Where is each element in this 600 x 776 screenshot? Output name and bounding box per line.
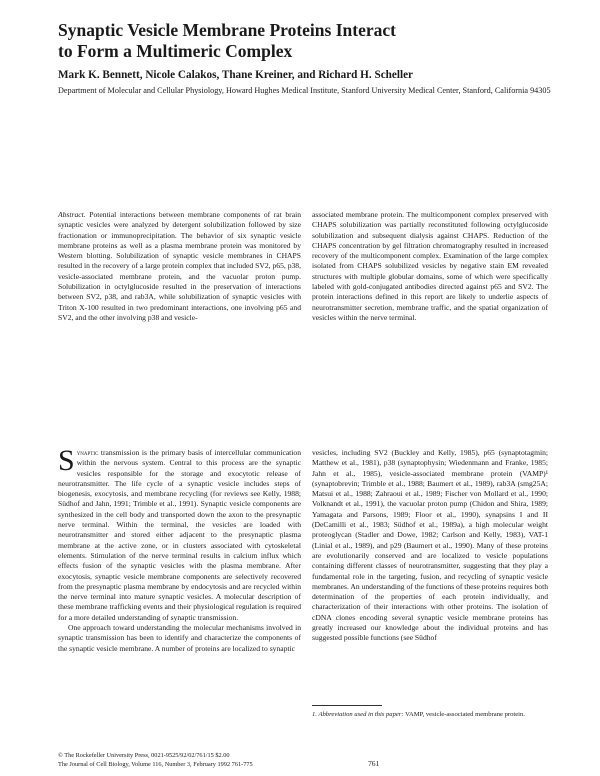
intro-paragraph-1 [58, 444, 301, 623]
title-line-2: to Form a Multimeric Complex [58, 41, 293, 61]
journal-citation: The Journal of Cell Biology, Volume 116, Number 3, February 1992 761-775 [58, 761, 253, 768]
abstract-right-column [312, 210, 548, 323]
copyright-line: © The Rockefeller University Press, 0021-9525/92/02/761/15 $2.00 [58, 752, 230, 759]
abstract-left-column [58, 210, 301, 323]
article-title [58, 20, 498, 62]
intro-paragraph-1-text: transmission is the primary basis of intercellular communication within the nervous system. Central to this process are the synaptic vesicles responsible for the storage and exocytotic release of neurotransmitter. The life cycle of a synaptic vesicle includes steps of biogenesis, exocytosis, and membrane recycling (for reviews see Kelly, 1988; Südhof and Jahn, 1991; Trimble et al., 1991). Synaptic vesicle components are synthesized in the cell body and transported down the axon to the presynaptic nerve terminal. Within the terminal, the vesicles are loaded with neurotransmitter and stored either adjacent to the presynaptic plasma membrane at the active zone, or in clusters associated with cytoskeletal elements. Stimulation of the nerve terminal results in calcium influx which effects fusion of the synaptic vesicles with the plasma membrane. After exocytosis, synaptic vesicle membrane components are selectively recovered from the presynaptic plasma membrane by endocytosis and are recycled within the nerve terminal into mature synaptic vesicles. A molecular description of these membrane trafficking events and their physiological regulation is required for a more detailed understanding of synaptic transmission. [58, 448, 301, 622]
intro-kicker: ynaptic [76, 448, 99, 457]
drop-cap: S [58, 444, 75, 477]
title-line-1: Synaptic Vesicle Membrane Proteins Interact [58, 20, 396, 40]
author-list: Mark K. Bennett, Nicole Calakos, Thane Kreiner, and Richard H. Scheller [58, 69, 413, 81]
page-number: 761 [368, 759, 380, 768]
abstract-text-left: Potential interactions between membrane components of rat brain synaptic vesicles were analyzed by detergent solubilization followed by size fractionation or immunoprecipitation. The behavior of six synaptic vesicle membrane proteins as well as a plasma membrane protein was monitored by Western blotting. Solubilization of synaptic vesicle membranes in CHAPS resulted in the recovery of a large protein complex that included SV2, p65, p38, vesicle-associated membrane protein, and the vacuolar proton pump. Solubilization in octylglucoside resulted in the preservation of interactions between SV2, p38, and rab3A, while solubilization of synaptic vesicles with Triton X-100 resulted in two predominant interactions, one involving p65 and SV2, and the other involving p38 and vesicle- [58, 210, 301, 322]
footnote-text: VAMP, vesicle-associated membrane protein. [405, 711, 525, 718]
intro-paragraph-2: One approach toward understanding the molecular mechanisms involved in synaptic transmission has been to identify and characterize the components of the synaptic vesicle membrane. A number of proteins are localized to synaptic [58, 623, 301, 653]
affiliation: Department of Molecular and Cellular Physiology, Howard Hughes Medical Institute, Stanford University Medical Center, Stanford, California 94305 [58, 86, 551, 95]
body-right-column [312, 448, 548, 644]
footnote-divider [312, 705, 382, 706]
footnote-label: 1. Abbreviation used in this paper: [312, 711, 404, 718]
body-left-column [58, 444, 301, 654]
abstract-text-right: associated membrane protein. The multicomponent complex preserved with CHAPS solubilization was partially reconstituted following octylglucoside solubilization and subsequent dialysis against CHAPS. Reduction of the CHAPS concentration by gel filtration chromatography resulted in increased recovery of the multicomponent complex. Examination of the large complex isolated from CHAPS solubilized vesicles by negative stain EM revealed structures with multiple globular domains, some of which were specifically labeled with gold-conjugated antibodies directed against p65 and SV2. The protein interactions defined in this report are likely to underlie aspects of neurotransmitter secretion, membrane traffic, and the spatial organization of vesicles within the nerve terminal. [312, 210, 548, 322]
footnote [312, 710, 548, 719]
abstract-label: Abstract. [58, 210, 86, 219]
abstract-paragraph [58, 210, 301, 323]
intro-paragraph-3: vesicles, including SV2 (Buckley and Kelly, 1985), p65 (synaptotagmin; Matthew et al., 1981), p38 (synaptophysin; Wiedenmann and Franke, 1985; Jahn et al., 1985), vesicle-associated membrane protein (VAMP)¹ (synaptobrevin; Trimble et al., 1988; Baumert et al., 1989), rab3A (smg25A; Matsui et al., 1988; Zahraoui et al., 1989; Fischer von Mollard et al., 1990; Volknandt et al., 1991), the vacuolar proton pump (Chidon and Shira, 1989; Yamagata and Parsons, 1989; Floor et al., 1990), synapsins I and II (DeCamilli et al., 1983; Südhof et al., 1989a), a high molecular weight proteoglycan (Stadler and Dowe, 1982; Carlson and Kelly, 1983), VAT-1 (Linial et al., 1989), and p29 (Baumert et al., 1990). Many of these proteins are evolutionarily conserved and are localized to vesicle populations containing different classes of neurotransmitter, suggesting that they play a fundamental role in the targeting, fusion, and recycling of synaptic vesicle membranes. An understanding of the functions of these proteins requires both determination of the properties of each protein individually, and characterization of their interactions with other proteins. The isolation of cDNA clones encoding several synaptic vesicle membrane proteins has greatly increased our knowledge about the individual proteins and has suggested possible functions (see Südhof [312, 448, 548, 643]
